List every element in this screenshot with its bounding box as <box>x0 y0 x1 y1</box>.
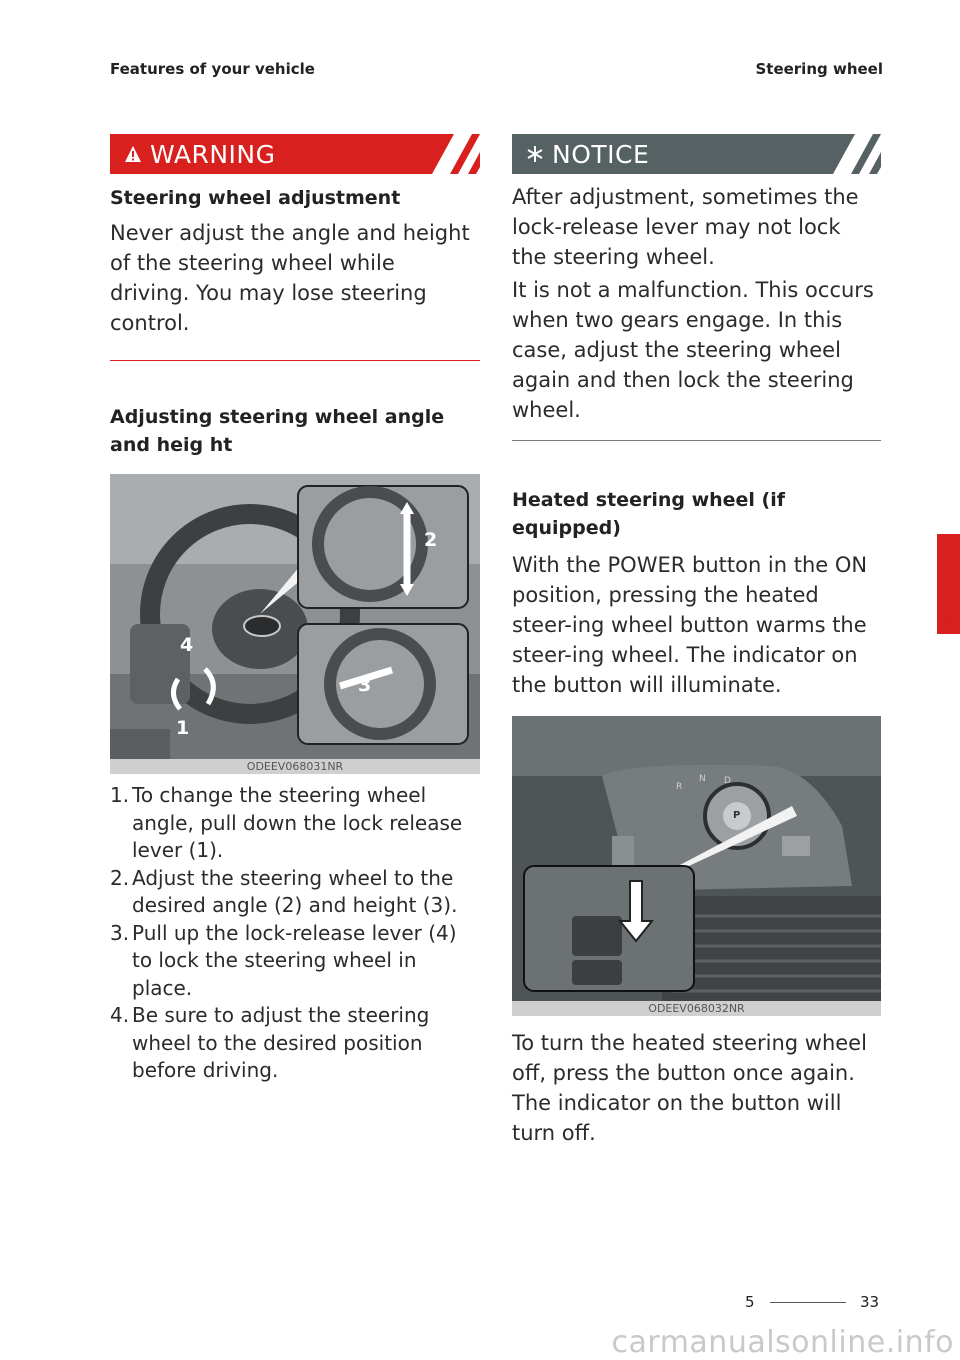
step-number: 3. <box>110 920 130 945</box>
callout-4: 4 <box>180 634 194 656</box>
heated-button-figure <box>512 716 881 1016</box>
step-number: 1. <box>110 783 130 807</box>
list-item <box>110 1002 480 1085</box>
watermark: carmanualsonline.info <box>611 1325 954 1360</box>
callout-3: 3 <box>358 674 372 696</box>
footer-chapter: 5 <box>745 1293 755 1311</box>
callout-2: 2 <box>424 529 438 551</box>
step-text: Adjust the steering wheel to the desired angle (2) and height (3). <box>132 865 458 917</box>
step-text: Be sure to adjust the steering wheel to the desired position before driving. <box>132 1003 430 1082</box>
topic-title: Steering wheel <box>755 60 883 78</box>
step-text: To change the steering wheel angle, pull down the lock release lever (1). <box>132 783 463 862</box>
warning-heading: Steering wheel adjustment <box>110 187 401 209</box>
callout-1: 1 <box>176 717 190 739</box>
notice-para-1: After adjustment, sometimes the lock-release lever may not lock the steering wheel. <box>512 185 859 269</box>
list-item <box>110 782 480 865</box>
step-text: Pull up the lock-release lever (4) to lock the steering wheel in place. <box>132 920 457 1000</box>
figure-code: ODEEV068032NR <box>512 1001 881 1016</box>
chapter-side-number: 5 <box>943 612 954 630</box>
footer-page: 33 <box>860 1293 880 1311</box>
step-number: 4. <box>110 1003 130 1027</box>
heated-after-text: To turn the heated steering wheel off, press the button once again. The indicator on the button will turn off. <box>512 1031 867 1145</box>
warning-triangle-icon <box>116 145 150 163</box>
notice-banner <box>512 134 881 174</box>
warning-label: WARNING <box>150 139 276 169</box>
footer-divider <box>770 1302 846 1303</box>
heated-button-illustration <box>512 716 881 1016</box>
gear-label-d: D <box>724 776 731 786</box>
gear-label-n: N <box>699 774 706 784</box>
gear-label-p: P <box>733 810 741 821</box>
notice-label: NOTICE <box>552 139 650 169</box>
warning-text: Never adjust the angle and height of the steering wheel while driving. You may lose steering control. <box>110 221 470 335</box>
step-number: 2. <box>110 865 130 890</box>
notice-para-2: It is not a malfunction. This occurs when two gears engage. In this case, adjust the steering wheel again and then lock the steering wheel. <box>512 278 874 422</box>
heated-text: With the POWER button in the ON position, pressing the heated steer-ing wheel button warms the steer-ing wheel. The indicator on the button will illuminate. <box>512 553 868 697</box>
figure-code: ODEEV068031NR <box>110 759 480 774</box>
banner-slash-decoration <box>420 134 480 174</box>
adjust-heading: Adjusting steering wheel angle and heig ht <box>110 406 445 456</box>
steering-adjust-illustration <box>110 474 480 774</box>
banner-slash-decoration <box>821 134 881 174</box>
left-column <box>110 134 480 1085</box>
heated-heading: Heated steering wheel (if equipped) <box>512 489 786 539</box>
adjust-steps-list <box>110 782 480 1085</box>
gear-label-r: R <box>676 782 683 792</box>
right-column <box>512 134 881 1148</box>
list-item <box>110 920 480 1003</box>
steering-adjust-figure <box>110 474 480 774</box>
asterisk-icon <box>518 145 552 163</box>
section-title: Features of your vehicle <box>110 60 315 78</box>
list-item <box>110 865 480 920</box>
warning-banner <box>110 134 480 174</box>
